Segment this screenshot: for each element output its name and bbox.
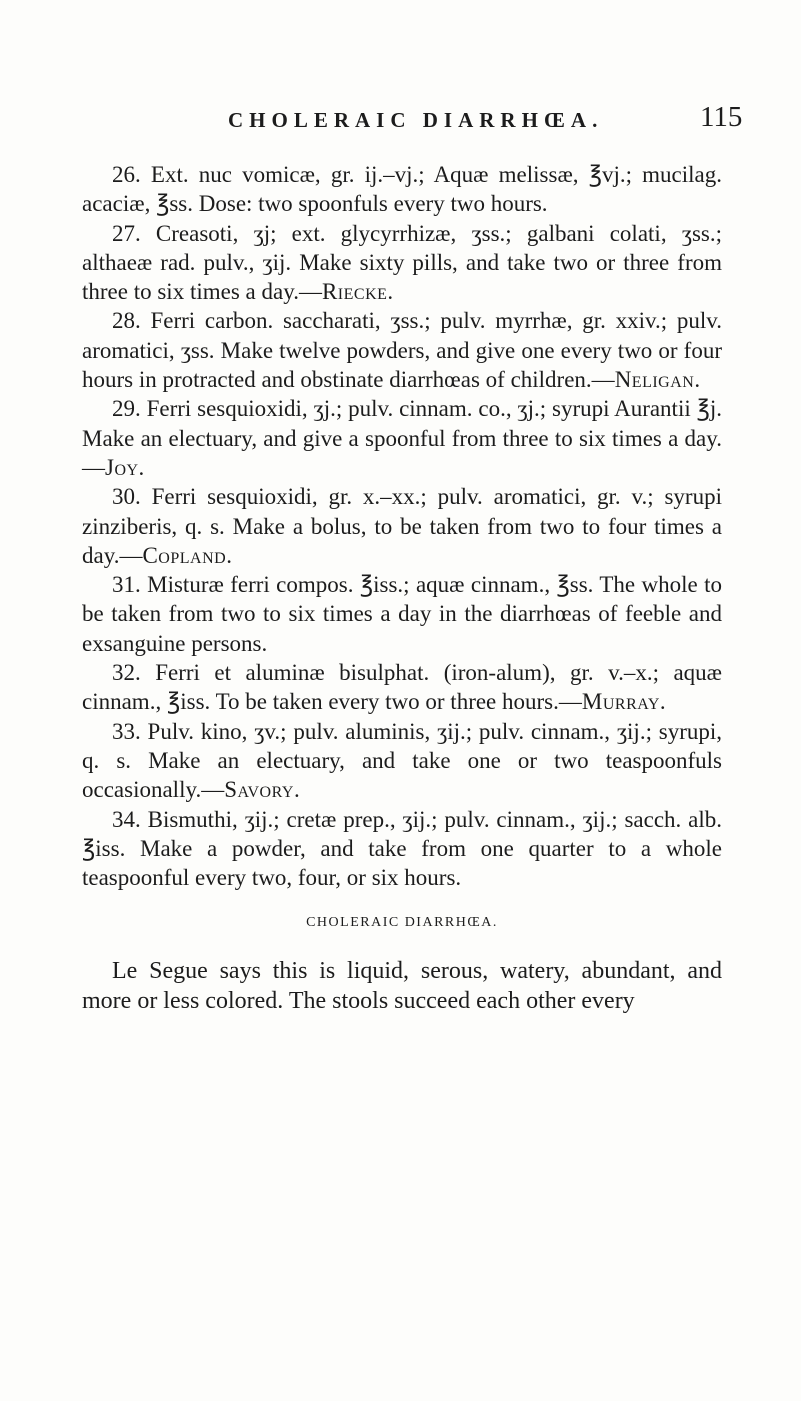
prescription-author: Neligan. bbox=[614, 367, 701, 393]
prescription-author: Copland. bbox=[142, 542, 233, 568]
page-number: 115 bbox=[700, 101, 743, 133]
section-heading: CHOLERAIC DIARRHŒA. bbox=[306, 915, 498, 931]
prescription-author: Savory. bbox=[224, 777, 301, 803]
prescription-author: Joy. bbox=[105, 454, 145, 480]
prescription-28 bbox=[82, 306, 722, 394]
prescription-text: 29. Ferri sesquioxidi, ʒj.; pulv. cinnam. co., ʒj.; syrupi Aurantii ℥j. Make an electuary, and give a spoonful from three to six times a day.— bbox=[82, 396, 722, 480]
prescription-text: 34. Bismuthi, ʒij.; cretæ prep., ʒij.; pulv. cinnam., ʒij.; sacch. alb. ℥iss. Make a powder, and take from one quarter to a whole teaspoonful every two, four, or six hours. bbox=[82, 806, 722, 891]
prescription-text: 31. Misturæ ferri compos. ℥iss.; aquæ cinnam., ℥ss. The whole to be taken from two to six times a day in the diarrhœas of feeble and exsanguine persons. bbox=[82, 572, 722, 656]
prescription-27 bbox=[82, 219, 722, 307]
prescription-31 bbox=[82, 570, 722, 658]
prescription-29 bbox=[82, 394, 722, 482]
prescription-text: 26. Ext. nuc vomicæ, gr. ij.–vj.; Aquæ melissæ, ℥vj.; mucilag. acaciæ, ℥ss. Dose: two spoonfuls every two hours. bbox=[82, 162, 722, 217]
prescription-text: 33. Pulv. kino, ʒv.; pulv. aluminis, ʒij.; pulv. cinnam., ʒij.; syrupi, q. s. Make an electuary, and take one or two teaspoonfuls occasionally.— bbox=[82, 718, 722, 803]
prescription-text: 28. Ferri carbon. saccharati, ʒss.; pulv. myrrhæ, gr. xxiv.; pulv. aromatici, ʒss. Make twelve powders, and give one every two or four hours in protracted and obstinate diarrhœas of children.— bbox=[82, 308, 722, 393]
prescription-author: Riecke. bbox=[321, 279, 394, 305]
running-head-title: CHOLERAIC DIARRHŒA. bbox=[228, 108, 604, 132]
prescription-34 bbox=[82, 805, 722, 893]
prescription-32 bbox=[82, 658, 722, 717]
body-text bbox=[82, 160, 722, 1016]
prescription-author: Murray. bbox=[581, 689, 667, 715]
prescription-text: 32. Ferri et aluminæ bisulphat. (iron-alum), gr. v.–x.; aquæ cinnam., ℥iss. To be taken every two or three hours.— bbox=[82, 660, 722, 715]
section-paragraph: Le Segue says this is liquid, serous, watery, abundant, and more or less colored. The stools succeed each other every bbox=[82, 957, 722, 1014]
prescription-text: 27. Creasoti, ʒj; ext. glycyrrhizæ, ʒss.; galbani colati, ʒss.; althaeæ rad. pulv., ʒij. Make sixty pills, and take two or three from three to six times a day.— bbox=[82, 220, 722, 305]
prescription-text: 30. Ferri sesquioxidi, gr. x.–xx.; pulv. aromatici, gr. v.; syrupi zinziberis, q. s. Make a bolus, to be taken from two to four times a day.— bbox=[82, 484, 722, 568]
prescription-26 bbox=[82, 160, 722, 219]
prescription-30 bbox=[82, 482, 722, 570]
prescription-33 bbox=[82, 717, 722, 805]
